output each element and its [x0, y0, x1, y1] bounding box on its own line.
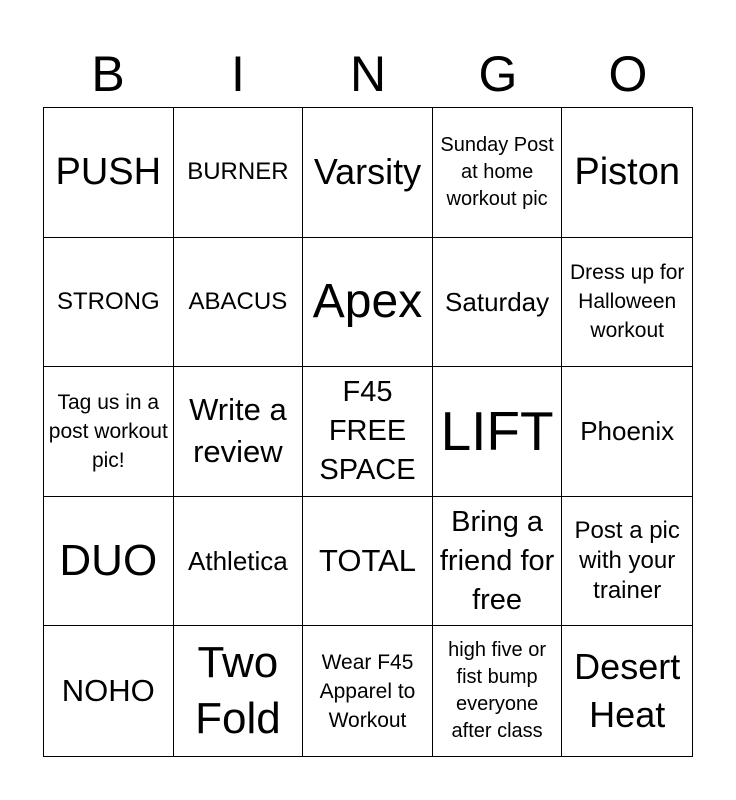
bingo-cell-r4c4[interactable]: [433, 497, 563, 627]
bingo-cell-r4c1[interactable]: [44, 497, 174, 627]
header-letter-b: B: [91, 46, 125, 102]
bingo-cell-r4c2[interactable]: [174, 497, 304, 627]
bingo-cell-r2c5[interactable]: [562, 238, 692, 368]
bingo-cell-text: Tag us in a post workout pic!: [48, 390, 168, 472]
bingo-cell-r5c1[interactable]: [44, 626, 174, 756]
bingo-cell-r3c4[interactable]: [433, 367, 563, 497]
bingo-cell-r5c4[interactable]: [433, 626, 563, 756]
bingo-cell-text: Athletica: [188, 546, 288, 577]
bingo-cell-text: Varsity: [313, 151, 422, 193]
bingo-board: [43, 107, 693, 757]
bingo-cell-text: ABACUS: [188, 287, 288, 315]
bingo-cell-text: Desert Heat: [574, 646, 681, 736]
header-letter-g: G: [478, 46, 518, 102]
bingo-cell-text: NOHO: [61, 673, 155, 709]
bingo-cell-r2c1[interactable]: [44, 238, 174, 368]
bingo-cell-r1c5[interactable]: [562, 108, 692, 238]
bingo-cell-text: Wear F45 Apparel to Workout: [319, 650, 416, 732]
bingo-cell-r2c4[interactable]: [433, 238, 563, 368]
bingo-cell-text: Write a review: [189, 392, 287, 470]
header-letter-o: O: [608, 46, 648, 102]
bingo-cell-text: Piston: [574, 151, 680, 194]
bingo-cell-text: high five or fist bump everyone after class: [448, 639, 547, 743]
bingo-cell-text: BURNER: [187, 158, 289, 186]
bingo-cell-text: LIFT: [440, 400, 554, 463]
bingo-cell-r2c3[interactable]: [303, 238, 433, 368]
bingo-cell-r4c5[interactable]: [562, 497, 692, 627]
bingo-cell-r5c3[interactable]: [303, 626, 433, 756]
bingo-cell-r3c2[interactable]: [174, 367, 304, 497]
bingo-cell-text: Phoenix: [580, 416, 675, 447]
bingo-cell-text: DUO: [59, 536, 158, 586]
header-letter-n: N: [349, 46, 387, 102]
bingo-cell-text: STRONG: [56, 287, 160, 315]
bingo-cell-r1c1[interactable]: [44, 108, 174, 238]
bingo-cell-r3c3[interactable]: [303, 367, 433, 497]
bingo-cell-r3c1[interactable]: [44, 367, 174, 497]
bingo-cell-text: PUSH: [55, 151, 162, 194]
bingo-cell-r1c3[interactable]: [303, 108, 433, 238]
bingo-cell-text: Post a pic with your trainer: [574, 517, 680, 605]
bingo-cell-text: Dress up for Halloween workout: [570, 261, 685, 343]
bingo-cell-r5c2[interactable]: [174, 626, 304, 756]
bingo-cell-text: TOTAL: [318, 543, 417, 579]
bingo-cell-r1c4[interactable]: [433, 108, 563, 238]
header-letter-i: I: [231, 46, 245, 102]
bingo-cell-r1c2[interactable]: [174, 108, 304, 238]
bingo-cell-text: Apex: [312, 274, 423, 328]
bingo-cell-r4c3[interactable]: [303, 497, 433, 627]
bingo-cell-r3c5[interactable]: [562, 367, 692, 497]
bingo-cell-r2c2[interactable]: [174, 238, 304, 368]
bingo-cell-text: Two Fold: [195, 638, 281, 744]
bingo-cell-text: Saturday: [445, 286, 550, 317]
bingo-cell-r5c5[interactable]: [562, 626, 692, 756]
bingo-cell-text: Bring a friend for free: [439, 505, 555, 616]
bingo-cell-text: Sunday Post at home workout pic: [440, 133, 554, 210]
bingo-header: [43, 40, 693, 108]
bingo-cell-text: F45 FREE SPACE: [319, 375, 416, 486]
